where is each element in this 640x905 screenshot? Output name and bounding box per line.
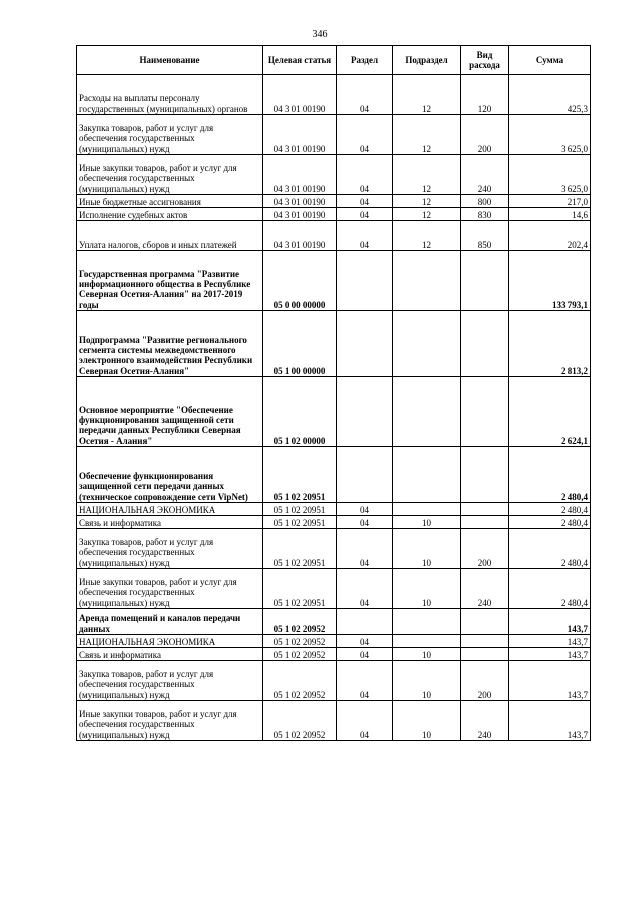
cell-type (461, 251, 509, 311)
cell-section (337, 251, 393, 311)
cell-type: 200 (461, 529, 509, 569)
cell-target: 04 3 01 00190 (263, 75, 337, 115)
cell-type: 240 (461, 569, 509, 609)
table-row (77, 516, 591, 529)
cell-type: 240 (461, 155, 509, 195)
cell-sum: 143,7 (509, 635, 591, 648)
cell-type: 120 (461, 75, 509, 115)
cell-type (461, 635, 509, 648)
cell-name: Связь и информатика (77, 516, 263, 529)
cell-section: 04 (337, 221, 393, 251)
table-row (77, 311, 591, 377)
cell-target: 05 1 02 20951 (263, 569, 337, 609)
cell-target: 04 3 01 00190 (263, 208, 337, 221)
cell-name: Иные закупки товаров, работ и услуг для обеспечения государственных (муниципальных) нужд (77, 569, 263, 609)
cell-subsection: 10 (393, 569, 461, 609)
cell-name: НАЦИОНАЛЬНАЯ ЭКОНОМИКА (77, 635, 263, 648)
budget-table (76, 45, 591, 741)
cell-sum: 2 480,4 (509, 516, 591, 529)
cell-name: Связь и информатика (77, 648, 263, 661)
cell-subsection (393, 635, 461, 648)
cell-subsection (393, 447, 461, 503)
cell-target: 05 1 02 20951 (263, 503, 337, 516)
cell-name: Иные бюджетные ассигнования (77, 195, 263, 208)
cell-section (337, 377, 393, 447)
cell-subsection (393, 311, 461, 377)
cell-target: 05 1 02 20952 (263, 661, 337, 701)
cell-target: 05 1 00 00000 (263, 311, 337, 377)
cell-type: 800 (461, 195, 509, 208)
cell-sum: 143,7 (509, 661, 591, 701)
cell-type: 830 (461, 208, 509, 221)
cell-subsection: 12 (393, 155, 461, 195)
cell-section: 04 (337, 115, 393, 155)
cell-name: Обеспечение функционирования защищенной сети передачи данных (техническое сопровождение сети VipNet) (77, 447, 263, 503)
cell-sum: 425,3 (509, 75, 591, 115)
cell-section: 04 (337, 635, 393, 648)
table-row (77, 503, 591, 516)
cell-target: 05 1 02 20952 (263, 701, 337, 741)
cell-subsection: 10 (393, 516, 461, 529)
cell-target: 05 1 02 00000 (263, 377, 337, 447)
cell-section: 04 (337, 75, 393, 115)
cell-sum: 2 813,2 (509, 311, 591, 377)
table-row (77, 115, 591, 155)
cell-target: 05 1 02 20952 (263, 635, 337, 648)
cell-name: Подпрограмма "Развитие регионального сегмента системы межведомственного электронного взаимодействия Республики Северная Осетия-Алания" (77, 311, 263, 377)
cell-sum: 2 480,4 (509, 447, 591, 503)
table-row (77, 648, 591, 661)
cell-name: Закупка товаров, работ и услуг для обеспечения государственных (муниципальных) нужд (77, 115, 263, 155)
cell-type (461, 648, 509, 661)
table-row (77, 208, 591, 221)
cell-sum: 217,0 (509, 195, 591, 208)
cell-name: Расходы на выплаты персоналу государственных (муниципальных) органов (77, 75, 263, 115)
cell-target: 05 1 02 20951 (263, 447, 337, 503)
cell-subsection (393, 251, 461, 311)
cell-subsection: 10 (393, 648, 461, 661)
cell-sum: 2 480,4 (509, 529, 591, 569)
cell-type (461, 377, 509, 447)
cell-sum: 2 480,4 (509, 503, 591, 516)
header-sum: Сумма (509, 46, 591, 75)
cell-section (337, 609, 393, 635)
cell-subsection: 10 (393, 529, 461, 569)
cell-subsection: 12 (393, 195, 461, 208)
cell-section: 04 (337, 569, 393, 609)
table-row (77, 251, 591, 311)
cell-subsection (393, 377, 461, 447)
cell-name: Закупка товаров, работ и услуг для обеспечения государственных (муниципальных) нужд (77, 529, 263, 569)
table-row (77, 195, 591, 208)
cell-sum: 202,4 (509, 221, 591, 251)
cell-target: 04 3 01 00190 (263, 195, 337, 208)
cell-name: Государственная программа "Развитие информационного общества в Республике Северная Осетия-Алания" на 2017-2019 годы (77, 251, 263, 311)
cell-target: 05 1 02 20951 (263, 516, 337, 529)
cell-name: Иные закупки товаров, работ и услуг для обеспечения государственных (муниципальных) нужд (77, 155, 263, 195)
header-subsection: Подраздел (393, 46, 461, 75)
table-row (77, 221, 591, 251)
table-row (77, 701, 591, 741)
table-row (77, 661, 591, 701)
cell-type (461, 311, 509, 377)
cell-subsection: 12 (393, 221, 461, 251)
cell-section (337, 447, 393, 503)
cell-sum: 2 624,1 (509, 377, 591, 447)
header-name: Наименование (77, 46, 263, 75)
header-row (77, 46, 591, 75)
cell-type (461, 503, 509, 516)
cell-subsection (393, 503, 461, 516)
cell-target: 05 0 00 00000 (263, 251, 337, 311)
cell-name: Закупка товаров, работ и услуг для обеспечения государственных (муниципальных) нужд (77, 661, 263, 701)
table-row (77, 635, 591, 648)
cell-sum: 143,7 (509, 701, 591, 741)
cell-subsection: 12 (393, 115, 461, 155)
cell-name: НАЦИОНАЛЬНАЯ ЭКОНОМИКА (77, 503, 263, 516)
cell-section: 04 (337, 701, 393, 741)
cell-type (461, 447, 509, 503)
cell-subsection (393, 609, 461, 635)
cell-sum: 3 625,0 (509, 155, 591, 195)
cell-section: 04 (337, 503, 393, 516)
cell-subsection: 10 (393, 661, 461, 701)
cell-sum: 3 625,0 (509, 115, 591, 155)
table-row (77, 75, 591, 115)
cell-type: 200 (461, 115, 509, 155)
table-row (77, 609, 591, 635)
table-row (77, 155, 591, 195)
cell-subsection: 10 (393, 701, 461, 741)
cell-sum: 2 480,4 (509, 569, 591, 609)
cell-target: 04 3 01 00190 (263, 221, 337, 251)
cell-type (461, 516, 509, 529)
cell-subsection: 12 (393, 208, 461, 221)
cell-section: 04 (337, 516, 393, 529)
cell-sum: 133 793,1 (509, 251, 591, 311)
header-section: Раздел (337, 46, 393, 75)
cell-section: 04 (337, 208, 393, 221)
cell-type: 850 (461, 221, 509, 251)
cell-name: Иные закупки товаров, работ и услуг для обеспечения государственных (муниципальных) нужд (77, 701, 263, 741)
table-row (77, 529, 591, 569)
page-number: 346 (312, 29, 328, 40)
cell-section: 04 (337, 648, 393, 661)
cell-type: 200 (461, 661, 509, 701)
cell-name: Уплата налогов, сборов и иных платежей (77, 221, 263, 251)
header-type: Вид расхода (461, 46, 509, 75)
cell-section: 04 (337, 195, 393, 208)
cell-target: 05 1 02 20952 (263, 648, 337, 661)
cell-sum: 14,6 (509, 208, 591, 221)
table-row (77, 447, 591, 503)
cell-name: Основное мероприятие "Обеспечение функционирования защищенной сети передачи данных Республики Северная Осетия - Алания" (77, 377, 263, 447)
cell-section: 04 (337, 529, 393, 569)
cell-type (461, 609, 509, 635)
cell-sum: 143,7 (509, 648, 591, 661)
cell-target: 04 3 01 00190 (263, 115, 337, 155)
cell-name: Исполнение судебных актов (77, 208, 263, 221)
header-target: Целевая статья (263, 46, 337, 75)
cell-subsection: 12 (393, 75, 461, 115)
table-row (77, 569, 591, 609)
cell-target: 04 3 01 00190 (263, 155, 337, 195)
cell-name: Аренда помещений и каналов передачи данных (77, 609, 263, 635)
cell-section: 04 (337, 155, 393, 195)
cell-section (337, 311, 393, 377)
cell-section: 04 (337, 661, 393, 701)
cell-sum: 143,7 (509, 609, 591, 635)
table-row (77, 377, 591, 447)
cell-target: 05 1 02 20952 (263, 609, 337, 635)
cell-target: 05 1 02 20951 (263, 529, 337, 569)
cell-type: 240 (461, 701, 509, 741)
